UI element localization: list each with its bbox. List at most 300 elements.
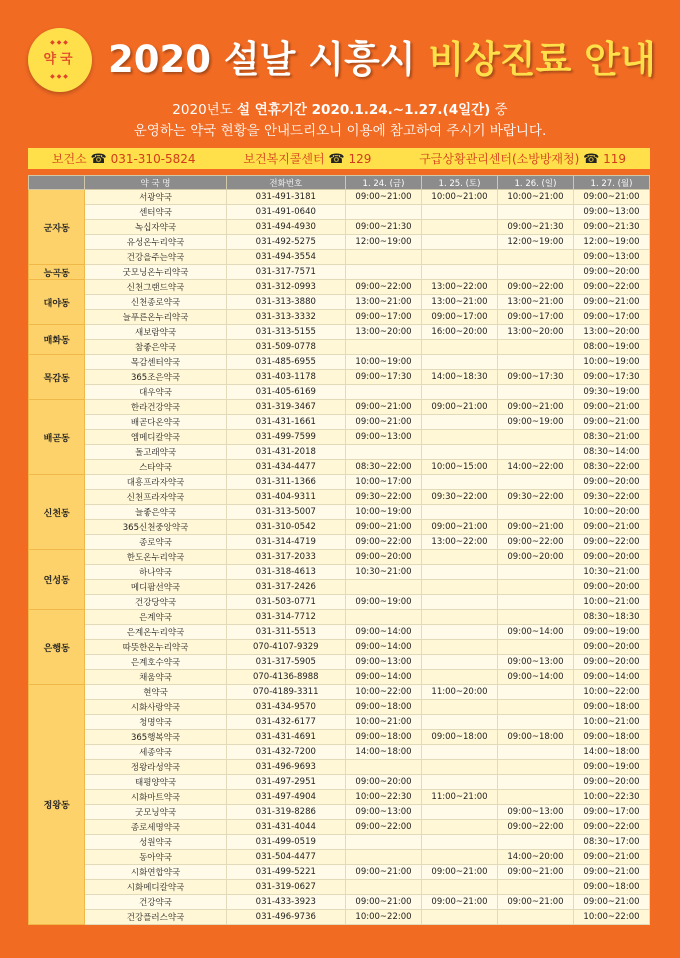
pharmacy-name: 건강당약국 bbox=[85, 595, 226, 610]
hours-day-3: 09:00~13:00 bbox=[497, 805, 573, 820]
hours-day-4: 09:00~17:00 bbox=[573, 310, 649, 325]
hours-day-2 bbox=[421, 595, 497, 610]
hours-day-3 bbox=[497, 910, 573, 925]
table-row bbox=[29, 355, 650, 370]
pharmacy-name: 신천그랜드약국 bbox=[85, 280, 226, 295]
pharmacy-name: 시화마트약국 bbox=[85, 790, 226, 805]
pharmacy-name: 유성온누리약국 bbox=[85, 235, 226, 250]
hours-day-2 bbox=[421, 835, 497, 850]
hours-day-3: 09:00~21:00 bbox=[497, 400, 573, 415]
hours-day-2 bbox=[421, 220, 497, 235]
hours-day-1 bbox=[346, 445, 422, 460]
hours-day-3: 09:00~14:00 bbox=[497, 670, 573, 685]
table-header-row bbox=[29, 176, 650, 190]
pharmacy-name: 태평양약국 bbox=[85, 775, 226, 790]
phone-number: 031-431-4044 bbox=[226, 820, 345, 835]
hours-day-2 bbox=[421, 415, 497, 430]
pharmacy-name: 한도온누리약국 bbox=[85, 550, 226, 565]
phone-number: 031-496-9693 bbox=[226, 760, 345, 775]
hours-day-4: 10:00~19:00 bbox=[573, 355, 649, 370]
table-row bbox=[29, 760, 650, 775]
intro-suffix: 중 bbox=[494, 102, 508, 118]
hours-day-1: 09:00~21:00 bbox=[346, 520, 422, 535]
page-title bbox=[108, 30, 668, 90]
table-row bbox=[29, 295, 650, 310]
dong-label: 대야동 bbox=[29, 280, 85, 325]
phone-number: 031-485-6955 bbox=[226, 355, 345, 370]
pharmacy-name: 참좋은약국 bbox=[85, 340, 226, 355]
hours-day-2: 13:00~22:00 bbox=[421, 535, 497, 550]
hours-day-2: 09:00~21:00 bbox=[421, 400, 497, 415]
hours-day-4: 09:00~21:00 bbox=[573, 400, 649, 415]
hours-day-1: 09:00~21:00 bbox=[346, 400, 422, 415]
hours-day-2 bbox=[421, 235, 497, 250]
hours-day-4: 09:00~18:00 bbox=[573, 700, 649, 715]
hours-day-4: 09:00~20:00 bbox=[573, 775, 649, 790]
phone-number: 031-319-0627 bbox=[226, 880, 345, 895]
hours-day-3 bbox=[497, 775, 573, 790]
hours-day-1: 09:00~21:00 bbox=[346, 415, 422, 430]
pharmacy-name: 굿모닝약국 bbox=[85, 805, 226, 820]
hours-day-4: 09:00~20:00 bbox=[573, 655, 649, 670]
pharmacy-name: 늘좋은약국 bbox=[85, 505, 226, 520]
hours-day-4: 08:30~14:00 bbox=[573, 445, 649, 460]
hours-day-4: 09:00~13:00 bbox=[573, 205, 649, 220]
table-row bbox=[29, 790, 650, 805]
hours-day-3: 09:00~21:00 bbox=[497, 865, 573, 880]
pharmacy-name: 하나약국 bbox=[85, 565, 226, 580]
hours-day-4: 09:30~22:00 bbox=[573, 490, 649, 505]
phone-icon: ☎ bbox=[583, 152, 600, 167]
hours-day-3: 09:00~21:30 bbox=[497, 220, 573, 235]
contact-welfare-callcenter bbox=[243, 150, 371, 167]
hours-day-3: 09:00~21:00 bbox=[497, 520, 573, 535]
hours-day-4: 13:00~20:00 bbox=[573, 325, 649, 340]
contact-label: 보건소 bbox=[51, 152, 87, 166]
pharmacy-badge bbox=[28, 28, 92, 92]
table-row bbox=[29, 325, 650, 340]
pharmacy-name: 채움약국 bbox=[85, 670, 226, 685]
hours-day-2: 09:00~21:00 bbox=[421, 895, 497, 910]
table-row bbox=[29, 850, 650, 865]
hours-day-4: 09:00~19:00 bbox=[573, 760, 649, 775]
hours-day-2 bbox=[421, 205, 497, 220]
hours-day-4: 10:00~22:00 bbox=[573, 910, 649, 925]
hours-day-3 bbox=[497, 640, 573, 655]
table-row bbox=[29, 595, 650, 610]
phone-number: 031-433-3923 bbox=[226, 895, 345, 910]
hours-day-2 bbox=[421, 580, 497, 595]
hours-day-4: 09:00~22:00 bbox=[573, 280, 649, 295]
phone-number: 031-403-1178 bbox=[226, 370, 345, 385]
pharmacy-name: 세종약국 bbox=[85, 745, 226, 760]
table-row bbox=[29, 250, 650, 265]
hours-day-1: 09:00~14:00 bbox=[346, 640, 422, 655]
hours-day-2 bbox=[421, 475, 497, 490]
pharmacy-name: 서광약국 bbox=[85, 190, 226, 205]
phone-number: 031-494-3554 bbox=[226, 250, 345, 265]
hours-day-4: 09:00~17:00 bbox=[573, 805, 649, 820]
phone-number: 031-434-4477 bbox=[226, 460, 345, 475]
pharmacy-name: 따뜻한온누리약국 bbox=[85, 640, 226, 655]
hours-day-4: 10:00~22:30 bbox=[573, 790, 649, 805]
phone-number: 031-499-0519 bbox=[226, 835, 345, 850]
dong-label: 은행동 bbox=[29, 610, 85, 685]
hours-day-2 bbox=[421, 820, 497, 835]
table-row bbox=[29, 865, 650, 880]
intro-line-1 bbox=[0, 100, 680, 120]
phone-number: 031-313-3880 bbox=[226, 295, 345, 310]
hours-day-2 bbox=[421, 565, 497, 580]
table-row bbox=[29, 775, 650, 790]
phone-number: 031-317-7571 bbox=[226, 265, 345, 280]
table-row bbox=[29, 415, 650, 430]
pharmacy-name: 건강을주는약국 bbox=[85, 250, 226, 265]
phone-number: 031-432-7200 bbox=[226, 745, 345, 760]
hours-day-4: 08:30~21:00 bbox=[573, 430, 649, 445]
table-row bbox=[29, 265, 650, 280]
table-row bbox=[29, 805, 650, 820]
hours-day-4: 09:00~21:00 bbox=[573, 865, 649, 880]
pharmacy-name: 엠메디칼약국 bbox=[85, 430, 226, 445]
title-city: 시흥시 bbox=[308, 38, 416, 81]
hours-day-1: 09:00~14:00 bbox=[346, 625, 422, 640]
hours-day-1: 09:00~13:00 bbox=[346, 655, 422, 670]
phone-number: 031-499-5221 bbox=[226, 865, 345, 880]
hours-day-3: 09:00~17:00 bbox=[497, 310, 573, 325]
hours-day-2 bbox=[421, 265, 497, 280]
header-day-4: 1. 27. (월) bbox=[573, 176, 649, 190]
pharmacy-name: 정왕라성약국 bbox=[85, 760, 226, 775]
hours-day-3: 09:30~22:00 bbox=[497, 490, 573, 505]
hours-day-3 bbox=[497, 430, 573, 445]
phone-icon: ☎ bbox=[90, 152, 107, 167]
hours-day-2 bbox=[421, 340, 497, 355]
hours-day-2 bbox=[421, 760, 497, 775]
contact-bar bbox=[28, 148, 650, 169]
pharmacy-name: 새보람약국 bbox=[85, 325, 226, 340]
hours-day-4: 09:00~20:00 bbox=[573, 475, 649, 490]
hours-day-2: 14:00~18:30 bbox=[421, 370, 497, 385]
pharmacy-name: 365조은약국 bbox=[85, 370, 226, 385]
intro-period: 설 연휴기간 2020.1.24.~1.27.(4일간) bbox=[237, 102, 491, 118]
table-row bbox=[29, 730, 650, 745]
header-pharmacy-name: 약 국 명 bbox=[85, 176, 226, 190]
dong-label: 군자동 bbox=[29, 190, 85, 265]
hours-day-2 bbox=[421, 355, 497, 370]
hours-day-4: 09:00~21:30 bbox=[573, 220, 649, 235]
hours-day-1: 13:00~21:00 bbox=[346, 295, 422, 310]
hours-day-4: 09:00~22:00 bbox=[573, 535, 649, 550]
hours-day-3: 09:00~19:00 bbox=[497, 415, 573, 430]
pharmacy-name: 신천프라자약국 bbox=[85, 490, 226, 505]
hours-day-4: 10:00~22:00 bbox=[573, 685, 649, 700]
table-row bbox=[29, 655, 650, 670]
hours-day-3 bbox=[497, 475, 573, 490]
phone-number: 031-491-3181 bbox=[226, 190, 345, 205]
table-row bbox=[29, 685, 650, 700]
table-row bbox=[29, 460, 650, 475]
hours-day-3 bbox=[497, 790, 573, 805]
hours-day-4: 09:00~20:00 bbox=[573, 265, 649, 280]
dong-label: 매화동 bbox=[29, 325, 85, 355]
hours-day-2 bbox=[421, 850, 497, 865]
phone-number: 031-405-6169 bbox=[226, 385, 345, 400]
hours-day-2: 09:00~17:00 bbox=[421, 310, 497, 325]
hours-day-4: 09:00~21:00 bbox=[573, 295, 649, 310]
table-body bbox=[29, 190, 650, 925]
hours-day-1: 09:00~21:30 bbox=[346, 220, 422, 235]
phone-number: 031-312-0993 bbox=[226, 280, 345, 295]
table-row bbox=[29, 205, 650, 220]
hours-day-1: 09:00~22:00 bbox=[346, 280, 422, 295]
hours-day-4: 09:00~20:00 bbox=[573, 550, 649, 565]
table-row bbox=[29, 505, 650, 520]
hours-day-3: 09:00~14:00 bbox=[497, 625, 573, 640]
pharmacy-name: 은계약국 bbox=[85, 610, 226, 625]
hours-day-4: 09:00~18:00 bbox=[573, 730, 649, 745]
pharmacy-name: 시화메디칼약국 bbox=[85, 880, 226, 895]
pharmacy-table bbox=[28, 175, 650, 925]
hours-day-1 bbox=[346, 835, 422, 850]
hours-day-2 bbox=[421, 670, 497, 685]
hours-day-1: 10:00~22:30 bbox=[346, 790, 422, 805]
hours-day-4: 09:00~21:00 bbox=[573, 520, 649, 535]
contact-phone: 119 bbox=[603, 152, 627, 166]
table-row bbox=[29, 910, 650, 925]
hours-day-3 bbox=[497, 700, 573, 715]
hours-day-2 bbox=[421, 385, 497, 400]
phone-number: 031-313-5155 bbox=[226, 325, 345, 340]
phone-number: 031-311-1366 bbox=[226, 475, 345, 490]
hours-day-1: 09:00~14:00 bbox=[346, 670, 422, 685]
table-row bbox=[29, 280, 650, 295]
phone-number: 070-4136-8988 bbox=[226, 670, 345, 685]
dong-label: 신천동 bbox=[29, 475, 85, 550]
table-row bbox=[29, 580, 650, 595]
hours-day-2: 10:00~15:00 bbox=[421, 460, 497, 475]
hours-day-4: 09:00~21:00 bbox=[573, 895, 649, 910]
table-row bbox=[29, 445, 650, 460]
hours-day-2 bbox=[421, 715, 497, 730]
hours-day-3: 13:00~20:00 bbox=[497, 325, 573, 340]
hours-day-3 bbox=[497, 610, 573, 625]
hours-day-1: 10:00~21:00 bbox=[346, 715, 422, 730]
table-row bbox=[29, 880, 650, 895]
phone-number: 070-4107-9329 bbox=[226, 640, 345, 655]
badge-dots-decoration: ◆◆◆ bbox=[50, 73, 70, 80]
hours-day-1: 10:00~19:00 bbox=[346, 355, 422, 370]
pharmacy-name: 성원약국 bbox=[85, 835, 226, 850]
hours-day-1 bbox=[346, 850, 422, 865]
pharmacy-name: 늘푸른온누리약국 bbox=[85, 310, 226, 325]
hours-day-3: 14:00~20:00 bbox=[497, 850, 573, 865]
hours-day-2 bbox=[421, 610, 497, 625]
hours-day-4: 09:00~14:00 bbox=[573, 670, 649, 685]
hours-day-4: 14:00~18:00 bbox=[573, 745, 649, 760]
table-row bbox=[29, 370, 650, 385]
hours-day-3 bbox=[497, 715, 573, 730]
hours-day-2 bbox=[421, 445, 497, 460]
phone-number: 031-314-7712 bbox=[226, 610, 345, 625]
hours-day-1: 09:00~21:00 bbox=[346, 865, 422, 880]
hours-day-3 bbox=[497, 835, 573, 850]
hours-day-4: 09:00~21:00 bbox=[573, 415, 649, 430]
dong-label: 정왕동 bbox=[29, 685, 85, 925]
hours-day-4: 10:00~21:00 bbox=[573, 715, 649, 730]
phone-number: 031-404-9311 bbox=[226, 490, 345, 505]
hours-day-1: 10:00~17:00 bbox=[346, 475, 422, 490]
pharmacy-name: 배곧다온약국 bbox=[85, 415, 226, 430]
hours-day-2: 13:00~22:00 bbox=[421, 280, 497, 295]
hours-day-1: 10:00~19:00 bbox=[346, 505, 422, 520]
hours-day-3: 09:00~18:00 bbox=[497, 730, 573, 745]
pharmacy-name: 메디팜선약국 bbox=[85, 580, 226, 595]
hours-day-3: 14:00~22:00 bbox=[497, 460, 573, 475]
header-day-1: 1. 24. (금) bbox=[346, 176, 422, 190]
hours-day-1: 09:00~21:00 bbox=[346, 895, 422, 910]
hours-day-1 bbox=[346, 580, 422, 595]
hours-day-1: 09:00~13:00 bbox=[346, 430, 422, 445]
phone-number: 031-319-3467 bbox=[226, 400, 345, 415]
title-emergency: 비상진료 bbox=[428, 38, 572, 81]
hours-day-1: 09:00~22:00 bbox=[346, 820, 422, 835]
pharmacy-name: 365행복약국 bbox=[85, 730, 226, 745]
hours-day-4: 08:30~18:30 bbox=[573, 610, 649, 625]
title-guide: 안내 bbox=[584, 38, 656, 81]
hours-day-4: 10:00~21:00 bbox=[573, 595, 649, 610]
pharmacy-name: 청명약국 bbox=[85, 715, 226, 730]
phone-number: 031-434-9570 bbox=[226, 700, 345, 715]
table-row bbox=[29, 610, 650, 625]
header-day-3: 1. 26. (일) bbox=[497, 176, 573, 190]
table-row bbox=[29, 235, 650, 250]
phone-number: 031-494-4930 bbox=[226, 220, 345, 235]
table-row bbox=[29, 535, 650, 550]
hours-day-1: 13:00~20:00 bbox=[346, 325, 422, 340]
phone-number: 031-504-4477 bbox=[226, 850, 345, 865]
hours-day-3: 09:00~22:00 bbox=[497, 535, 573, 550]
hours-day-3: 12:00~19:00 bbox=[497, 235, 573, 250]
phone-number: 031-492-5275 bbox=[226, 235, 345, 250]
hours-day-3 bbox=[497, 745, 573, 760]
hours-day-2: 16:00~20:00 bbox=[421, 325, 497, 340]
pharmacy-name: 신천종로약국 bbox=[85, 295, 226, 310]
hours-day-4: 12:00~19:00 bbox=[573, 235, 649, 250]
hours-day-3 bbox=[497, 250, 573, 265]
hours-day-4: 10:30~21:00 bbox=[573, 565, 649, 580]
hours-day-3: 09:00~22:00 bbox=[497, 280, 573, 295]
table-row bbox=[29, 430, 650, 445]
hours-day-1 bbox=[346, 610, 422, 625]
pharmacy-name: 건강약국 bbox=[85, 895, 226, 910]
hours-day-4: 09:00~20:00 bbox=[573, 640, 649, 655]
hours-day-3 bbox=[497, 595, 573, 610]
hours-day-2 bbox=[421, 805, 497, 820]
phone-number: 031-491-0640 bbox=[226, 205, 345, 220]
contact-label: 구급상황관리센터(소방방재청) bbox=[419, 152, 580, 166]
table-row bbox=[29, 745, 650, 760]
pharmacy-name: 시화연합약국 bbox=[85, 865, 226, 880]
phone-number: 031-431-4691 bbox=[226, 730, 345, 745]
hours-day-2 bbox=[421, 550, 497, 565]
hours-day-2: 09:00~18:00 bbox=[421, 730, 497, 745]
hours-day-4: 09:00~13:00 bbox=[573, 250, 649, 265]
table-row bbox=[29, 550, 650, 565]
table-row bbox=[29, 820, 650, 835]
table-row bbox=[29, 625, 650, 640]
hours-day-1 bbox=[346, 880, 422, 895]
contact-emergency-center bbox=[419, 150, 626, 167]
hours-day-1: 10:00~22:00 bbox=[346, 910, 422, 925]
hours-day-1: 09:00~22:00 bbox=[346, 535, 422, 550]
hours-day-1 bbox=[346, 265, 422, 280]
pharmacy-name: 돌고래약국 bbox=[85, 445, 226, 460]
hours-day-1: 12:00~19:00 bbox=[346, 235, 422, 250]
pharmacy-name: 굿모닝온누리약국 bbox=[85, 265, 226, 280]
table-row bbox=[29, 340, 650, 355]
hours-day-3 bbox=[497, 505, 573, 520]
table-row bbox=[29, 220, 650, 235]
phone-number: 031-496-9736 bbox=[226, 910, 345, 925]
hours-day-4: 09:00~18:00 bbox=[573, 880, 649, 895]
phone-number: 031-311-5513 bbox=[226, 625, 345, 640]
phone-number: 031-432-6177 bbox=[226, 715, 345, 730]
phone-number: 031-431-1661 bbox=[226, 415, 345, 430]
hours-day-1: 14:00~18:00 bbox=[346, 745, 422, 760]
dong-label: 연성동 bbox=[29, 550, 85, 610]
hours-day-3: 09:00~21:00 bbox=[497, 895, 573, 910]
table-row bbox=[29, 715, 650, 730]
hours-day-3 bbox=[497, 760, 573, 775]
pharmacy-name: 은계호수약국 bbox=[85, 655, 226, 670]
pharmacy-name: 종로약국 bbox=[85, 535, 226, 550]
hours-day-3 bbox=[497, 685, 573, 700]
pharmacy-name: 한라건강약국 bbox=[85, 400, 226, 415]
hours-day-2 bbox=[421, 430, 497, 445]
table-row bbox=[29, 520, 650, 535]
hours-day-3: 09:00~13:00 bbox=[497, 655, 573, 670]
hours-day-2 bbox=[421, 910, 497, 925]
title-year: 2020 bbox=[108, 38, 211, 81]
header-dong-blank bbox=[29, 176, 85, 190]
pharmacy-name: 건강플러스약국 bbox=[85, 910, 226, 925]
hours-day-2: 13:00~21:00 bbox=[421, 295, 497, 310]
phone-number: 031-497-2951 bbox=[226, 775, 345, 790]
hours-day-2: 09:30~22:00 bbox=[421, 490, 497, 505]
table-row bbox=[29, 670, 650, 685]
badge-text: 약국 bbox=[43, 52, 77, 67]
table-row bbox=[29, 565, 650, 580]
hours-day-1 bbox=[346, 250, 422, 265]
intro-prefix: 2020년도 bbox=[172, 102, 233, 118]
hours-day-1: 09:30~22:00 bbox=[346, 490, 422, 505]
hours-day-2 bbox=[421, 640, 497, 655]
pharmacy-name: 동아약국 bbox=[85, 850, 226, 865]
hours-day-1 bbox=[346, 760, 422, 775]
pharmacy-name: 녹십자약국 bbox=[85, 220, 226, 235]
hours-day-4: 09:00~20:00 bbox=[573, 580, 649, 595]
hours-day-2 bbox=[421, 625, 497, 640]
hours-day-2: 11:00~21:00 bbox=[421, 790, 497, 805]
phone-number: 031-313-3332 bbox=[226, 310, 345, 325]
hours-day-3 bbox=[497, 445, 573, 460]
phone-number: 031-317-5905 bbox=[226, 655, 345, 670]
hours-day-2 bbox=[421, 880, 497, 895]
hours-day-1: 09:00~19:00 bbox=[346, 595, 422, 610]
table-row bbox=[29, 475, 650, 490]
phone-number: 031-318-4613 bbox=[226, 565, 345, 580]
